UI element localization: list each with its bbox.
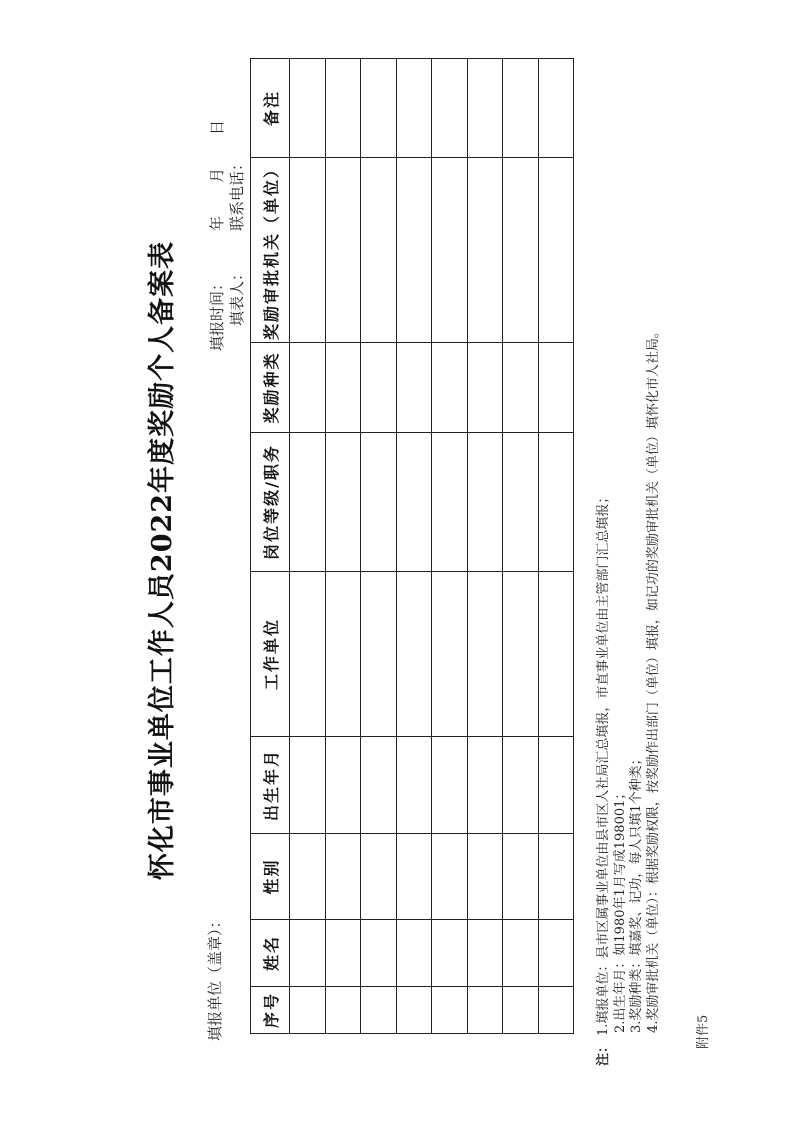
table-cell[interactable] [361, 433, 397, 572]
table-cell[interactable] [538, 59, 574, 158]
table-cell[interactable] [538, 920, 574, 987]
header-remarks: 备注 [251, 59, 290, 158]
table-cell[interactable] [432, 572, 468, 737]
table-row [467, 59, 503, 1034]
header-post-level: 岗位等级/职务 [251, 433, 290, 572]
table-cell[interactable] [538, 987, 574, 1034]
table-cell[interactable] [325, 920, 361, 987]
table-cell[interactable] [432, 920, 468, 987]
table-cell[interactable] [396, 572, 432, 737]
header-birth: 出生年月 [251, 737, 290, 834]
table-cell[interactable] [538, 158, 574, 343]
table-cell[interactable] [396, 343, 432, 433]
header-name: 姓名 [251, 920, 290, 987]
table-cell[interactable] [503, 572, 539, 737]
table-cell[interactable] [361, 987, 397, 1034]
table-cell[interactable] [325, 433, 361, 572]
table-cell[interactable] [290, 343, 326, 433]
table-cell[interactable] [361, 737, 397, 834]
table-body [290, 59, 574, 1034]
table-cell[interactable] [396, 158, 432, 343]
table-row [361, 59, 397, 1034]
table-cell[interactable] [325, 59, 361, 158]
table-cell[interactable] [467, 737, 503, 834]
table-cell[interactable] [290, 572, 326, 737]
notes-section [596, 325, 662, 1066]
table-cell[interactable] [361, 920, 397, 987]
table-cell[interactable] [503, 59, 539, 158]
attachment-label: 附件5 [696, 1014, 711, 1049]
header-approval-authority: 奖励审批机关（单位） [251, 158, 290, 343]
table-cell[interactable] [325, 572, 361, 737]
table-cell[interactable] [467, 572, 503, 737]
table-cell[interactable] [467, 834, 503, 920]
table-cell[interactable] [503, 433, 539, 572]
table-cell[interactable] [432, 158, 468, 343]
table-cell[interactable] [503, 920, 539, 987]
table-cell[interactable] [503, 158, 539, 343]
table-row [538, 59, 574, 1034]
header-award-type: 奖励种类 [251, 343, 290, 433]
table-cell[interactable] [467, 433, 503, 572]
record-table [250, 58, 574, 1034]
table-cell[interactable] [325, 343, 361, 433]
table-cell[interactable] [503, 987, 539, 1034]
table-cell[interactable] [538, 433, 574, 572]
table-cell[interactable] [290, 987, 326, 1034]
header-index: 序号 [251, 987, 290, 1034]
table-cell[interactable] [432, 737, 468, 834]
header-workplace: 工作单位 [251, 572, 290, 737]
table-cell[interactable] [538, 572, 574, 737]
table-cell[interactable] [432, 59, 468, 158]
table-cell[interactable] [503, 737, 539, 834]
table-cell[interactable] [361, 343, 397, 433]
header-gender: 性别 [251, 834, 290, 920]
notes-label: 注： [596, 1039, 611, 1066]
table-cell[interactable] [538, 737, 574, 834]
note-item-1: 注：1.填报单位：县市区属事业单位由县市区人社局汇总填报，市直事业单位由主管部门汇总填报； [596, 490, 611, 1066]
table-cell[interactable] [290, 737, 326, 834]
table-cell[interactable] [467, 158, 503, 343]
table-cell[interactable] [290, 920, 326, 987]
table-cell[interactable] [396, 834, 432, 920]
table-cell[interactable] [290, 433, 326, 572]
table-cell[interactable] [538, 343, 574, 433]
table-cell[interactable] [325, 737, 361, 834]
table-cell[interactable] [467, 343, 503, 433]
note-item-3: 3.奖励种类：填嘉奖、记功，每人只填1个种类； [629, 752, 644, 1033]
table-cell[interactable] [361, 834, 397, 920]
table-row [396, 59, 432, 1034]
table-cell[interactable] [290, 834, 326, 920]
table-cell[interactable] [396, 737, 432, 834]
note-item-2: 2.出生年月：如1980年1月写成198001； [612, 786, 628, 1033]
unit-label: 填报单位（盖章）： [206, 913, 224, 1041]
table-cell[interactable] [503, 343, 539, 433]
table-cell[interactable] [396, 987, 432, 1034]
table-cell[interactable] [396, 920, 432, 987]
phone-label: 联系电话： [228, 155, 246, 231]
table-header-row [251, 59, 290, 1034]
table-cell[interactable] [325, 834, 361, 920]
table-cell[interactable] [290, 59, 326, 158]
table-cell[interactable] [432, 987, 468, 1034]
time-ymd: 年 月 日 [208, 118, 226, 231]
note-item-4: 4.奖励审批机关（单位）：根据奖励权限，按奖励作出部门（单位）填报，如记功的奖励审批机关（单位）填怀化市人社局。 [645, 325, 661, 1033]
table-cell[interactable] [467, 920, 503, 987]
table-cell[interactable] [432, 343, 468, 433]
time-label: 填报时间： [208, 275, 226, 351]
table-cell[interactable] [325, 987, 361, 1034]
table-row [432, 59, 468, 1034]
table-cell[interactable] [538, 834, 574, 920]
table-cell[interactable] [290, 158, 326, 343]
table-cell[interactable] [361, 59, 397, 158]
table-cell[interactable] [361, 572, 397, 737]
table-row [325, 59, 361, 1034]
table-cell[interactable] [503, 834, 539, 920]
table-cell[interactable] [467, 59, 503, 158]
table-cell[interactable] [432, 834, 468, 920]
table-cell[interactable] [361, 158, 397, 343]
table-row [503, 59, 539, 1034]
filler-label: 填表人： [228, 265, 246, 326]
table-cell[interactable] [432, 433, 468, 572]
page-title: 怀化市事业单位工作人员2022年度奖励个人备案表 [147, 240, 178, 881]
table-cell[interactable] [396, 59, 432, 158]
table-cell[interactable] [325, 158, 361, 343]
table-cell[interactable] [467, 987, 503, 1034]
table-cell[interactable] [396, 433, 432, 572]
table-row [290, 59, 326, 1034]
